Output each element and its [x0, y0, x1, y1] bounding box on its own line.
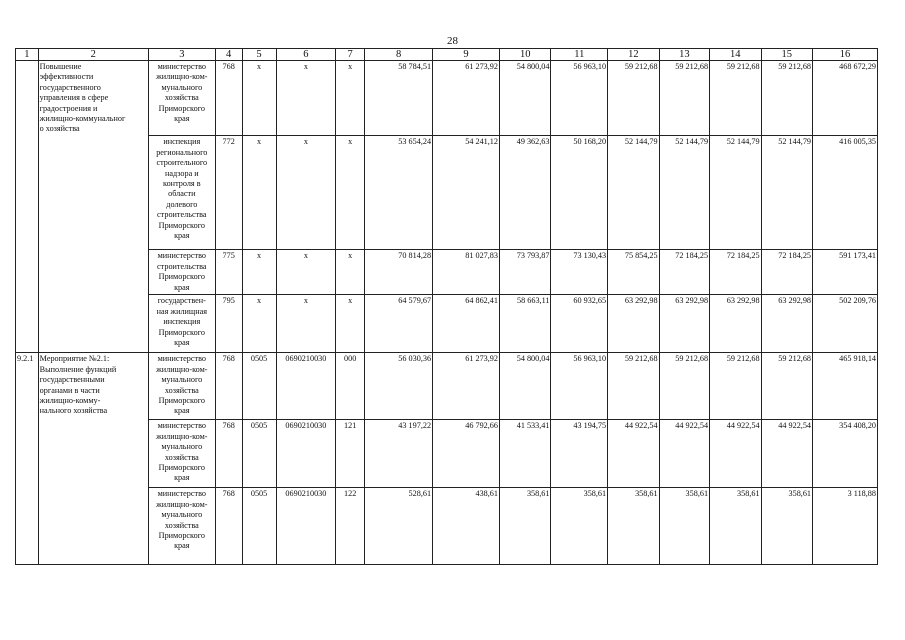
column-header: 14: [710, 49, 761, 61]
value-cell: 56 963,10: [551, 61, 608, 136]
column-header: 11: [551, 49, 608, 61]
value-cell: 358,61: [499, 488, 550, 565]
grbs-code: 768: [215, 353, 242, 420]
column-header: 13: [659, 49, 709, 61]
column-header: 12: [608, 49, 659, 61]
column-header: 15: [761, 49, 812, 61]
value-cell: 44 922,54: [761, 420, 812, 488]
row-number: [16, 61, 39, 136]
value-cell: 358,61: [551, 488, 608, 565]
column-header: 10: [499, 49, 550, 61]
grbs-code: 775: [215, 250, 242, 295]
total-cell: 416 005,35: [813, 136, 878, 250]
program-name: Повышение эффективности государственного управления в сфере градостроения и жилищно-коммунальног о хозяйства: [38, 61, 148, 136]
vr-code: 122: [336, 488, 365, 565]
column-header: 2: [38, 49, 148, 61]
value-cell: 49 362,63: [499, 136, 550, 250]
csr-code: x: [276, 136, 336, 250]
rz-code: x: [242, 61, 276, 136]
value-cell: 358,61: [659, 488, 709, 565]
row-number: [16, 250, 39, 295]
grbs-code: 795: [215, 295, 242, 353]
value-cell: 81 027,83: [433, 250, 500, 295]
value-cell: 46 792,66: [433, 420, 500, 488]
executor: государствен- ная жилищная инспекция Приморского края: [148, 295, 215, 353]
value-cell: 528,61: [365, 488, 433, 565]
column-header: 1: [16, 49, 39, 61]
value-cell: 54 800,04: [499, 61, 550, 136]
row-number: [16, 295, 39, 353]
column-header: 8: [365, 49, 433, 61]
total-cell: 468 672,29: [813, 61, 878, 136]
executor: министерство жилищно-ком- мунального хозяйства Приморского края: [148, 353, 215, 420]
total-cell: 502 209,76: [813, 295, 878, 353]
value-cell: 64 862,41: [433, 295, 500, 353]
value-cell: 61 273,92: [433, 353, 500, 420]
column-header: 4: [215, 49, 242, 61]
value-cell: 72 184,25: [659, 250, 709, 295]
column-header: 7: [336, 49, 365, 61]
value-cell: 43 194,75: [551, 420, 608, 488]
table-row: [16, 136, 878, 250]
value-cell: 58 663,11: [499, 295, 550, 353]
value-cell: 59 212,68: [710, 353, 761, 420]
total-cell: 591 173,41: [813, 250, 878, 295]
value-cell: 63 292,98: [608, 295, 659, 353]
grbs-code: 772: [215, 136, 242, 250]
value-cell: 358,61: [710, 488, 761, 565]
value-cell: 438,61: [433, 488, 500, 565]
total-cell: 465 918,14: [813, 353, 878, 420]
value-cell: 52 144,79: [710, 136, 761, 250]
executor: министерство жилищно-ком- мунального хозяйства Приморского края: [148, 61, 215, 136]
total-cell: 3 118,88: [813, 488, 878, 565]
value-cell: 75 854,25: [608, 250, 659, 295]
program-name: [38, 488, 148, 565]
rz-code: 0505: [242, 488, 276, 565]
value-cell: 64 579,67: [365, 295, 433, 353]
value-cell: 44 922,54: [710, 420, 761, 488]
value-cell: 59 212,68: [608, 61, 659, 136]
total-cell: 354 408,20: [813, 420, 878, 488]
row-number: 9.2.1: [16, 353, 39, 420]
value-cell: 59 212,68: [659, 61, 709, 136]
value-cell: 358,61: [608, 488, 659, 565]
column-header: 6: [276, 49, 336, 61]
value-cell: 73 793,87: [499, 250, 550, 295]
row-number: [16, 488, 39, 565]
column-header: 16: [813, 49, 878, 61]
program-name: [38, 136, 148, 250]
program-name: [38, 295, 148, 353]
csr-code: 0690210030: [276, 353, 336, 420]
value-cell: 53 654,24: [365, 136, 433, 250]
executor: министерство жилищно-ком- мунального хозяйства Приморского края: [148, 488, 215, 565]
csr-code: 0690210030: [276, 488, 336, 565]
budget-table: [15, 48, 878, 565]
csr-code: 0690210030: [276, 420, 336, 488]
value-cell: 44 922,54: [659, 420, 709, 488]
value-cell: 61 273,92: [433, 61, 500, 136]
value-cell: 50 168,20: [551, 136, 608, 250]
value-cell: 54 800,04: [499, 353, 550, 420]
value-cell: 54 241,12: [433, 136, 500, 250]
table-row: [16, 250, 878, 295]
value-cell: 44 922,54: [608, 420, 659, 488]
vr-code: x: [336, 61, 365, 136]
table-row: [16, 61, 878, 136]
program-name: [38, 250, 148, 295]
table-row: [16, 420, 878, 488]
value-cell: 56 030,36: [365, 353, 433, 420]
value-cell: 63 292,98: [761, 295, 812, 353]
executor: инспекция регионального строительного надзора и контроля в области долевого строительства Приморского края: [148, 136, 215, 250]
value-cell: 56 963,10: [551, 353, 608, 420]
column-header: 5: [242, 49, 276, 61]
executor: министерство строительства Приморского края: [148, 250, 215, 295]
table-row: [16, 353, 878, 420]
csr-code: x: [276, 61, 336, 136]
column-header: 9: [433, 49, 500, 61]
value-cell: 43 197,22: [365, 420, 433, 488]
value-cell: 59 212,68: [761, 61, 812, 136]
program-name: [38, 420, 148, 488]
grbs-code: 768: [215, 420, 242, 488]
value-cell: 59 212,68: [761, 353, 812, 420]
value-cell: 72 184,25: [761, 250, 812, 295]
header-row: [16, 49, 878, 61]
vr-code: x: [336, 136, 365, 250]
value-cell: 52 144,79: [608, 136, 659, 250]
csr-code: x: [276, 250, 336, 295]
value-cell: 70 814,28: [365, 250, 433, 295]
rz-code: x: [242, 250, 276, 295]
value-cell: 52 144,79: [761, 136, 812, 250]
value-cell: 59 212,68: [710, 61, 761, 136]
value-cell: 63 292,98: [659, 295, 709, 353]
rz-code: 0505: [242, 420, 276, 488]
grbs-code: 768: [215, 488, 242, 565]
row-number: [16, 420, 39, 488]
value-cell: 59 212,68: [659, 353, 709, 420]
rz-code: x: [242, 136, 276, 250]
vr-code: x: [336, 250, 365, 295]
table-row: [16, 488, 878, 565]
column-header: 3: [148, 49, 215, 61]
row-number: [16, 136, 39, 250]
grbs-code: 768: [215, 61, 242, 136]
vr-code: 121: [336, 420, 365, 488]
value-cell: 58 784,51: [365, 61, 433, 136]
value-cell: 59 212,68: [608, 353, 659, 420]
page-number: 28: [447, 35, 458, 47]
table-row: [16, 295, 878, 353]
value-cell: 358,61: [761, 488, 812, 565]
value-cell: 52 144,79: [659, 136, 709, 250]
value-cell: 41 533,41: [499, 420, 550, 488]
value-cell: 72 184,25: [710, 250, 761, 295]
executor: министерство жилищно-ком- мунального хозяйства Приморского края: [148, 420, 215, 488]
rz-code: 0505: [242, 353, 276, 420]
value-cell: 73 130,43: [551, 250, 608, 295]
program-name: Мероприятие №2.1: Выполнение функций государственными органами в части жилищно-комму- нального хозяйства: [38, 353, 148, 420]
rz-code: x: [242, 295, 276, 353]
csr-code: x: [276, 295, 336, 353]
vr-code: 000: [336, 353, 365, 420]
vr-code: x: [336, 295, 365, 353]
value-cell: 60 932,65: [551, 295, 608, 353]
value-cell: 63 292,98: [710, 295, 761, 353]
